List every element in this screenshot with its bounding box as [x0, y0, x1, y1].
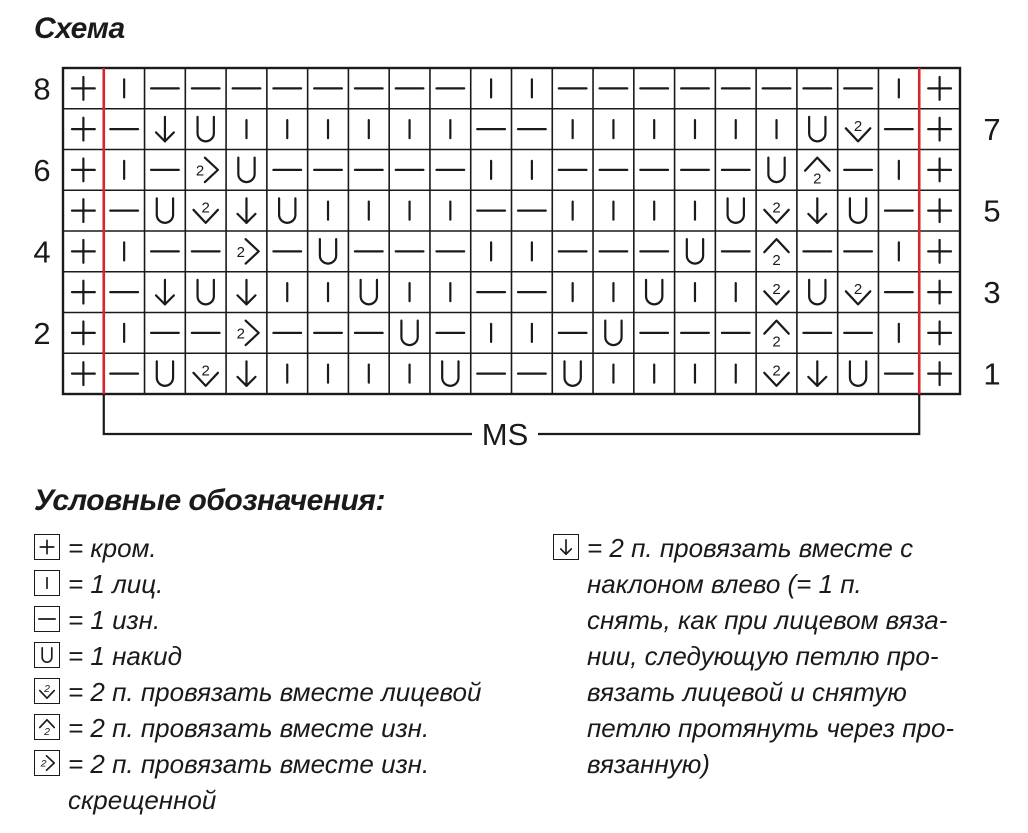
yarn-over-symbol — [687, 239, 703, 263]
yarn-over-symbol — [279, 198, 295, 222]
svg-text:2: 2 — [772, 362, 781, 380]
legend-left-column — [34, 530, 534, 818]
svg-text:2: 2 — [853, 280, 863, 298]
row-number-1: 1 — [983, 356, 1001, 392]
svg-text:2: 2 — [772, 252, 781, 270]
yarn-over-symbol — [768, 158, 784, 182]
selvedge-symbol — [928, 240, 951, 263]
yarn-over-symbol — [605, 321, 621, 345]
legend-text: = 2 п. провязать вместе изн. скрещенной — [68, 749, 430, 815]
selvedge-symbol — [72, 77, 95, 100]
row-number-6: 6 — [33, 152, 51, 188]
yarn-over-symbol — [320, 239, 336, 263]
legend-text: = 2 п. провязать вместе с наклоном влево (= 1 п. снять, как при лицевом вяза- нии, следующую петлю про- вязать лицевой и снятую петлю протянуть через про- вязанную) — [587, 533, 955, 779]
knit-symbol-icon — [34, 570, 60, 596]
legend-text: = 2 п. провязать вместе лицевой — [68, 677, 482, 707]
row-number-5: 5 — [983, 193, 1001, 229]
selvedge-symbol — [928, 77, 951, 100]
yarn-over-symbol — [850, 198, 866, 222]
svg-text:2: 2 — [772, 199, 781, 217]
row-number-7: 7 — [983, 112, 1001, 148]
selvedge-symbol — [928, 321, 951, 344]
yarn-over-symbol — [728, 198, 744, 222]
yarn-over-symbol — [442, 361, 458, 385]
legend-item — [34, 710, 534, 746]
k2tog-symbol — [764, 362, 788, 386]
yarn-over-symbol — [238, 158, 254, 182]
legend-item — [34, 602, 534, 638]
ssk-left-symbol-icon — [553, 534, 579, 560]
yarn-over-symbol — [157, 198, 173, 222]
svg-text:2: 2 — [772, 280, 781, 298]
legend-title: Условные обозначения: — [34, 484, 385, 517]
ssk-left-symbol — [238, 198, 256, 222]
k2tog-symbol-icon — [34, 678, 60, 704]
svg-text:2: 2 — [813, 170, 822, 188]
svg-text:2: 2 — [40, 758, 47, 770]
legend-item — [34, 530, 534, 566]
p2tog-symbol-icon — [34, 714, 60, 740]
selvedge-symbol — [72, 118, 95, 141]
p2tog-symbol — [764, 321, 788, 351]
selvedge-symbol — [72, 199, 95, 222]
ssk-left-symbol — [808, 198, 826, 222]
ssk-left-symbol — [156, 117, 174, 141]
selvedge-symbol — [72, 362, 95, 385]
svg-text:2: 2 — [236, 325, 245, 343]
selvedge-symbol — [928, 118, 951, 141]
selvedge-symbol — [928, 199, 951, 222]
yarn-over-symbol — [565, 361, 581, 385]
svg-text:2: 2 — [201, 199, 210, 217]
svg-text:2: 2 — [201, 362, 210, 380]
row-number-4: 4 — [33, 234, 51, 270]
legend-item — [34, 638, 534, 674]
k2tog-symbol — [193, 199, 217, 223]
ssk-left-symbol — [156, 280, 174, 304]
yarn-over-symbol-icon — [34, 642, 60, 668]
purl-symbol-icon — [34, 606, 60, 632]
selvedge-symbol — [72, 281, 95, 304]
yarn-over-symbol — [850, 361, 866, 385]
svg-text:2: 2 — [44, 727, 50, 739]
ssk-left-symbol — [238, 361, 256, 385]
chart-title: Схема — [34, 12, 125, 45]
k2tog-symbol — [764, 281, 788, 305]
row-number-3: 3 — [983, 275, 1001, 311]
repeat-label: MS — [481, 417, 529, 452]
svg-text:2: 2 — [44, 683, 50, 695]
p2tog-tbl-symbol-icon — [34, 750, 60, 776]
k2tog-symbol — [764, 199, 788, 223]
legend-text: = кром. — [68, 533, 157, 563]
ssk-left-symbol — [808, 361, 826, 385]
selvedge-symbol — [72, 158, 95, 181]
yarn-over-symbol — [401, 321, 417, 345]
legend-item — [34, 674, 534, 710]
yarn-over-symbol — [198, 280, 214, 304]
p2tog-tbl-symbol — [237, 321, 259, 345]
yarn-over-symbol — [361, 280, 377, 304]
svg-text:2: 2 — [853, 117, 863, 135]
k2tog-symbol — [846, 281, 870, 305]
row-number-2: 2 — [33, 315, 51, 351]
legend-item — [553, 530, 1023, 782]
legend-text: = 2 п. провязать вместе изн. — [68, 713, 430, 743]
legend-text: = 1 изн. — [68, 605, 161, 635]
selvedge-symbol-icon — [34, 534, 60, 560]
svg-text:2: 2 — [236, 243, 245, 261]
p2tog-tbl-symbol — [237, 239, 259, 263]
k2tog-symbol — [846, 118, 870, 142]
ssk-left-symbol — [238, 280, 256, 304]
legend-right-column — [553, 530, 1023, 782]
svg-text:2: 2 — [772, 333, 781, 351]
yarn-over-symbol — [809, 117, 825, 141]
yarn-over-symbol — [198, 117, 214, 141]
selvedge-symbol — [72, 240, 95, 263]
yarn-over-symbol — [646, 280, 662, 304]
legend-item — [34, 566, 534, 602]
selvedge-symbol — [928, 281, 951, 304]
p2tog-tbl-symbol — [196, 158, 218, 182]
selvedge-symbol — [928, 158, 951, 181]
legend-item — [34, 746, 534, 818]
selvedge-symbol — [72, 321, 95, 344]
yarn-over-symbol — [157, 361, 173, 385]
p2tog-symbol — [764, 239, 788, 269]
svg-text:2: 2 — [195, 162, 205, 180]
k2tog-symbol — [193, 362, 217, 386]
selvedge-symbol — [928, 362, 951, 385]
p2tog-symbol — [805, 158, 829, 188]
yarn-over-symbol — [809, 280, 825, 304]
legend-text: = 1 лиц. — [68, 569, 164, 599]
legend-text: = 1 накид — [68, 641, 182, 671]
row-number-8: 8 — [33, 71, 51, 107]
